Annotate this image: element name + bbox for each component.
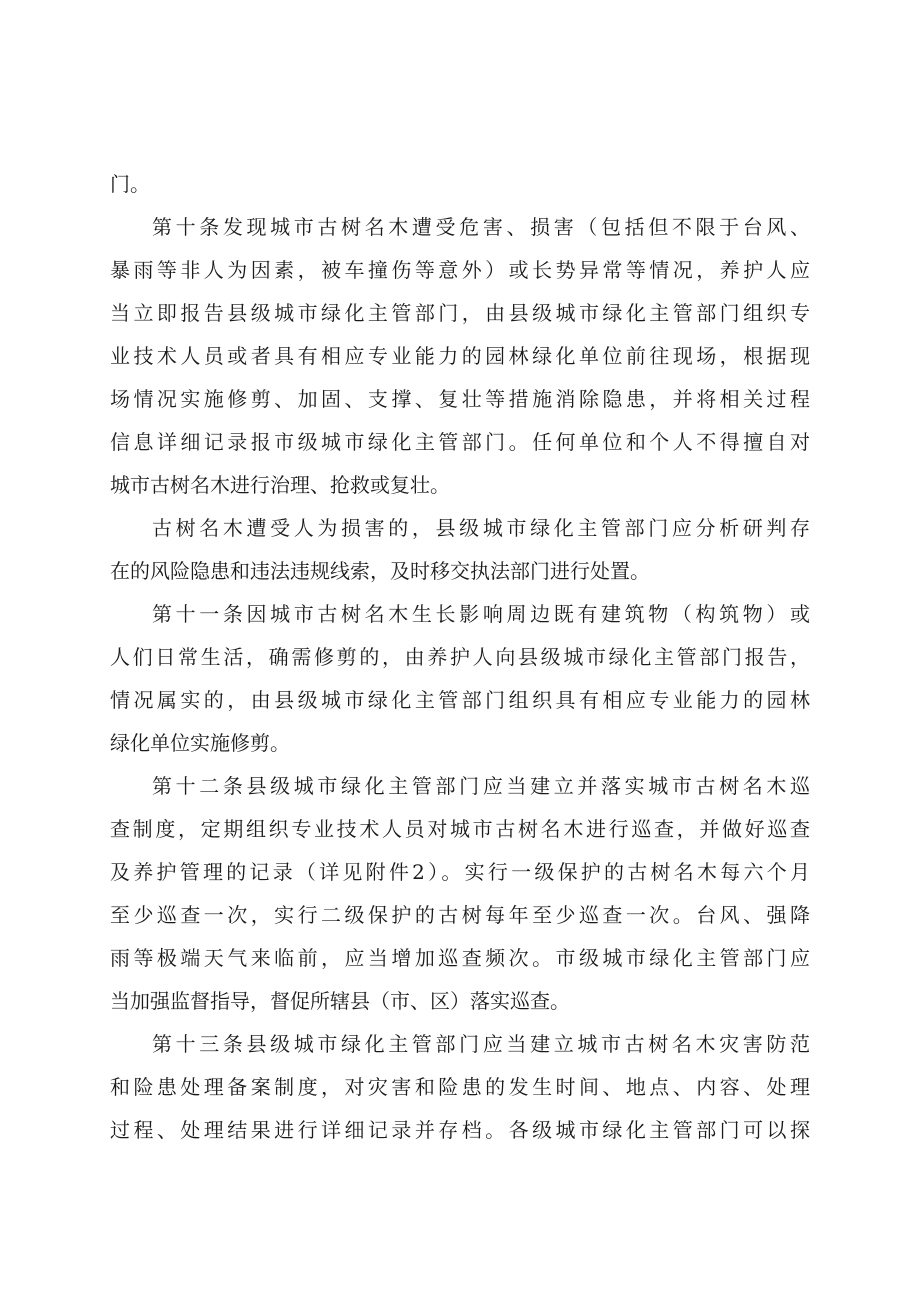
text-line: 查制度，定期组织专业技术人员对城市古树名木进行巡查，并做好巡查	[110, 817, 810, 841]
text-line: 及养护管理的记录（详见附件2）。实行一级保护的古树名木每六个月	[110, 860, 810, 884]
text-line: 第十三条县级城市绿化主管部门应当建立城市古树名木灾害防范	[152, 1032, 810, 1056]
text-line: 古树名木遭受人为损害的，县级城市绿化主管部门应分析研判存	[152, 516, 810, 540]
text-line: 第十一条因城市古树名木生长影响周边既有建筑物（构筑物）或	[152, 602, 810, 626]
text-line: 第十条发现城市古树名木遭受危害、损害（包括但不限于台风、	[152, 215, 810, 239]
text-line: 至少巡查一次，实行二级保护的古树每年至少巡查一次。台风、强降	[110, 903, 810, 927]
text-line: 暴雨等非人为因素，被车撞伤等意外）或长势异常等情况，养护人应	[110, 258, 810, 282]
text-line: 人们日常生活，确需修剪的，由养护人向县级城市绿化主管部门报告，	[110, 645, 810, 669]
text-line: 门。	[110, 172, 150, 196]
text-line: 当立即报告县级城市绿化主管部门，由县级城市绿化主管部门组织专	[110, 301, 810, 325]
text-line: 在的风险隐患和违法违规线索，及时移交执法部门进行处置。	[110, 559, 650, 583]
text-line: 信息详细记录报市级城市绿化主管部门。任何单位和个人不得擅自对	[110, 430, 810, 454]
text-line: 过程、处理结果进行详细记录并存档。各级城市绿化主管部门可以探	[110, 1118, 810, 1142]
text-line: 场情况实施修剪、加固、支撑、复壮等措施消除隐患，并将相关过程	[110, 387, 810, 411]
text-line: 情况属实的，由县级城市绿化主管部门组织具有相应专业能力的园林	[110, 688, 810, 712]
text-line: 雨等极端天气来临前，应当增加巡查频次。市级城市绿化主管部门应	[110, 946, 810, 970]
text-line: 当加强监督指导，督促所辖县（市、区）落实巡查。	[110, 989, 570, 1013]
text-line: 第十二条县级城市绿化主管部门应当建立并落实城市古树名木巡	[152, 774, 810, 798]
text-line: 城市古树名木进行治理、抢救或复壮。	[110, 473, 450, 497]
text-line: 和险患处理备案制度，对灾害和险患的发生时间、地点、内容、处理	[110, 1075, 810, 1099]
text-line: 绿化单位实施修剪。	[110, 731, 290, 755]
text-line: 业技术人员或者具有相应专业能力的园林绿化单位前往现场，根据现	[110, 344, 810, 368]
